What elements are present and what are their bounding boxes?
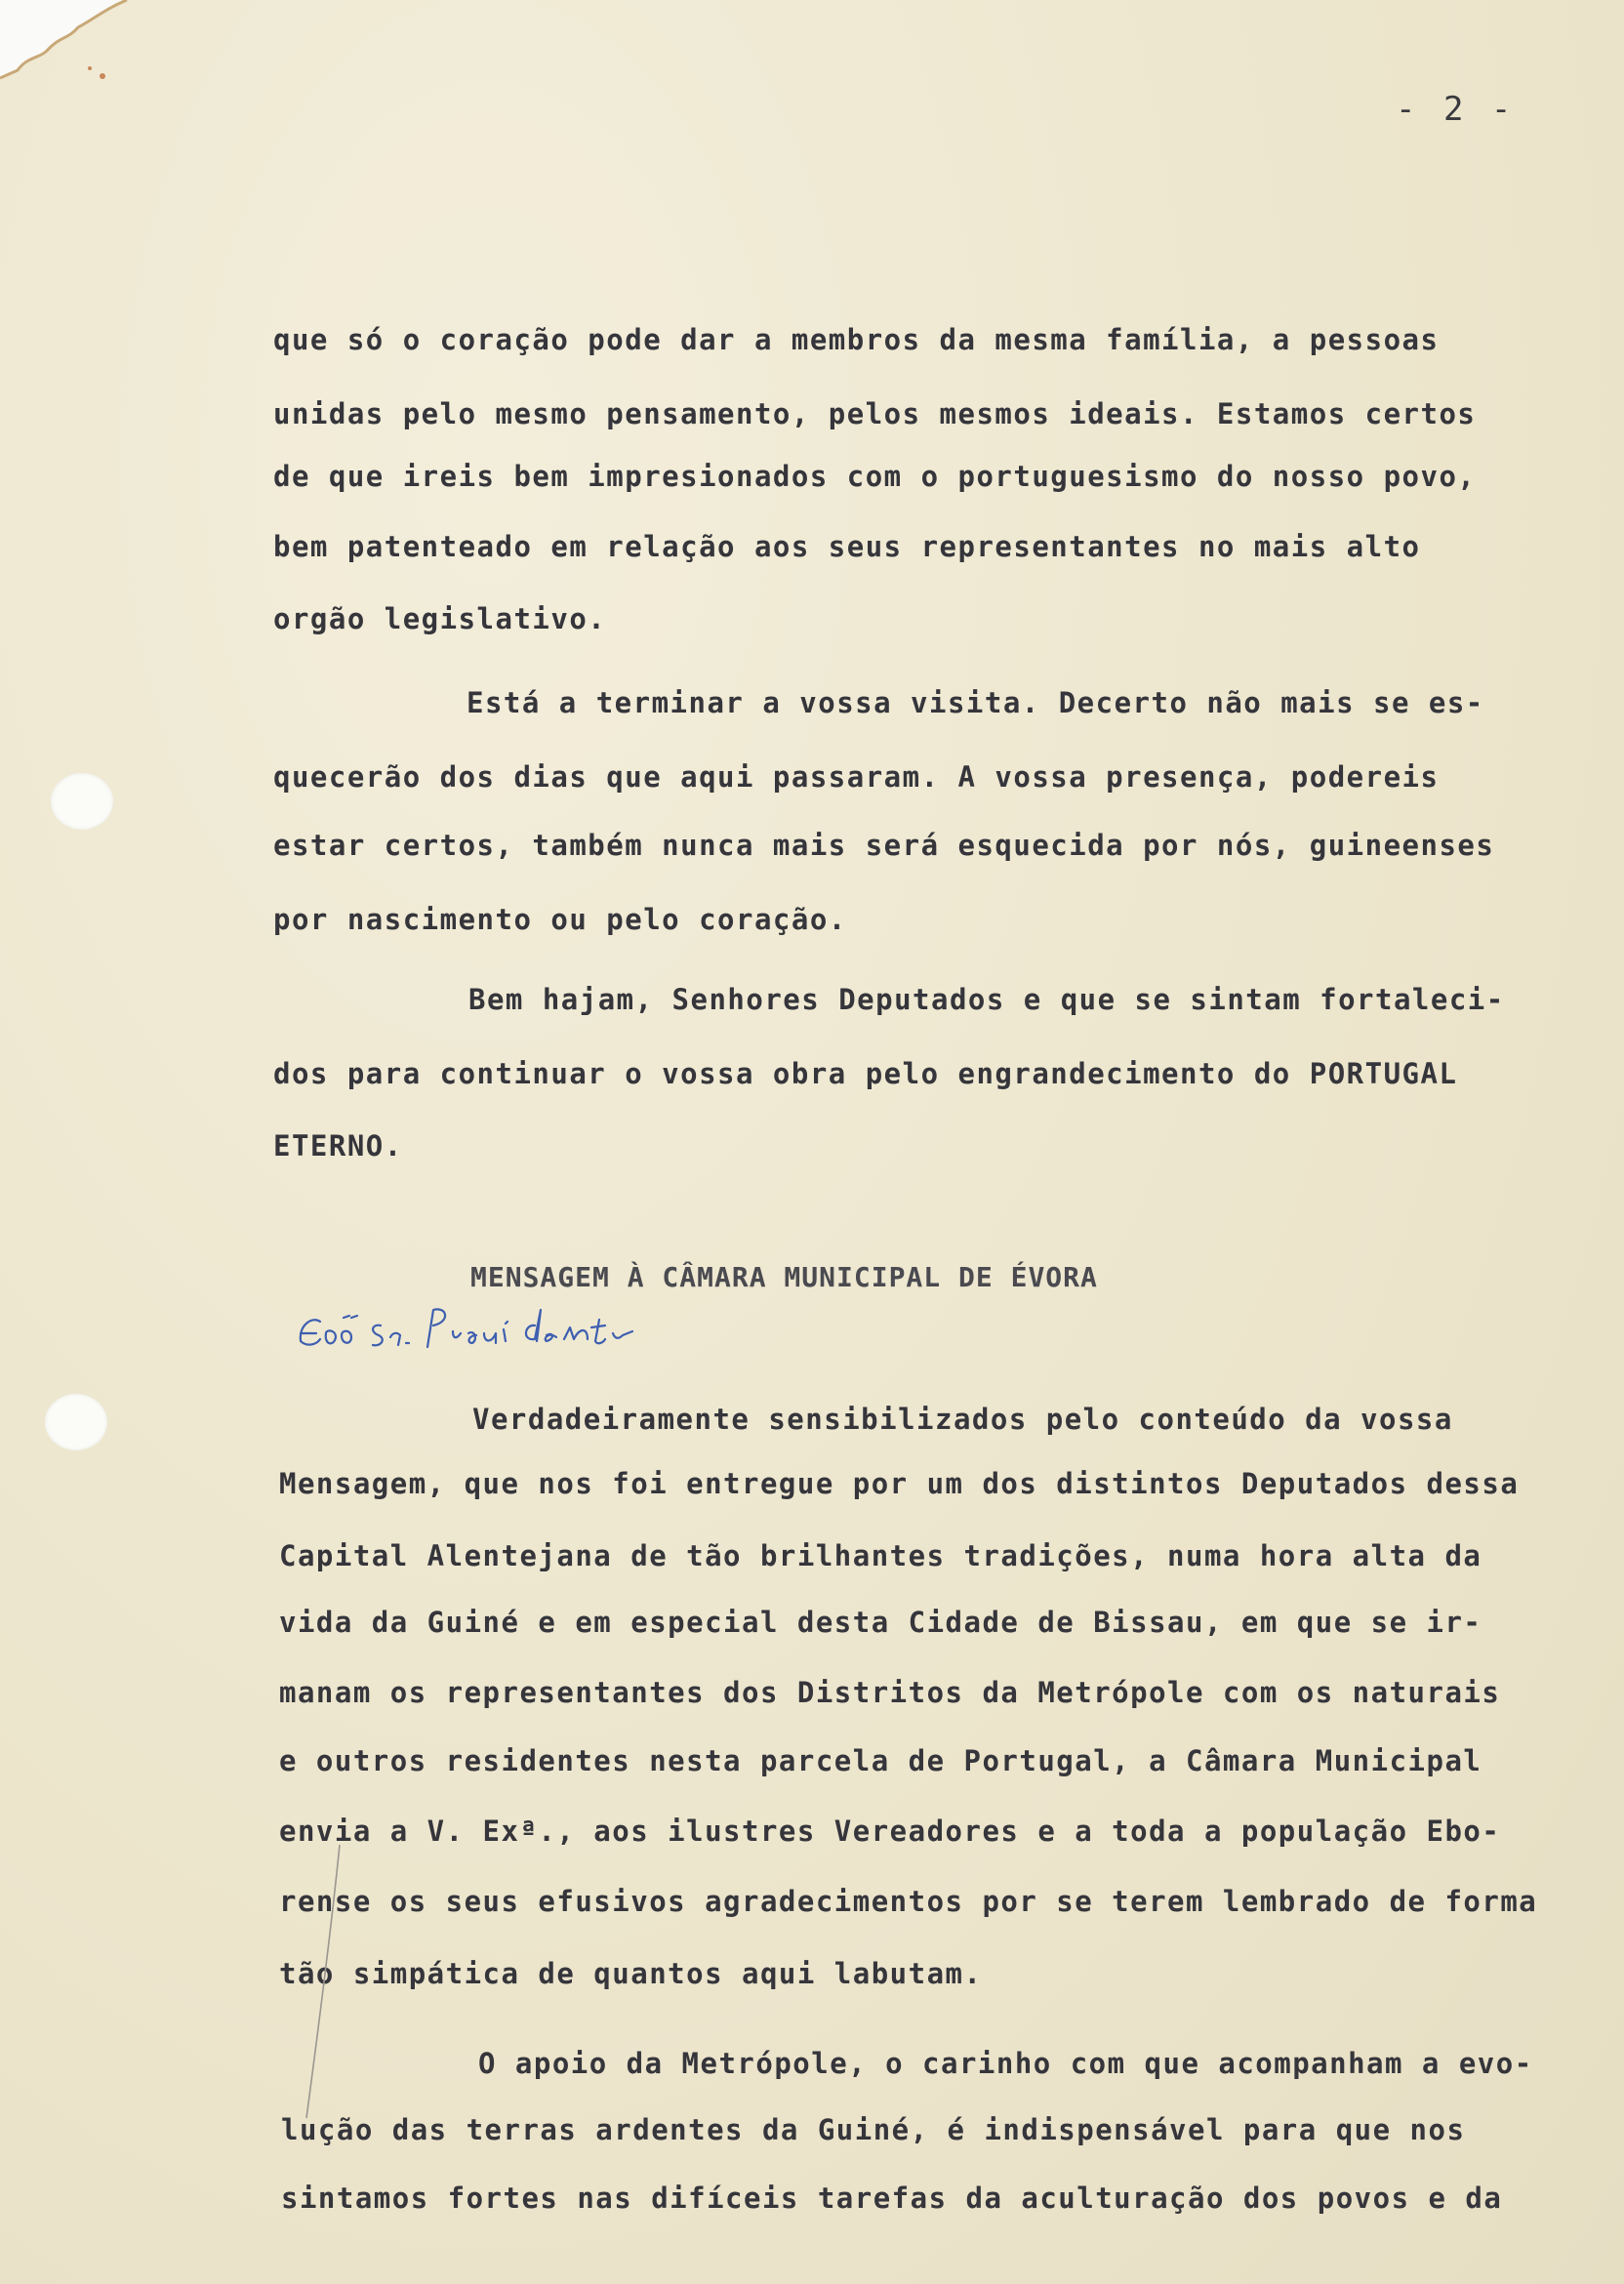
text-line: de que ireis bem impresionados com o portuguesismo do nosso povo,: [273, 460, 1477, 493]
handwritten-note: [291, 1296, 681, 1365]
pencil-mark: [293, 1835, 351, 2128]
text-line: orgão legislativo.: [273, 602, 607, 635]
text-line: O apoio da Metrópole, o carinho com que acompanham a evo-: [478, 2047, 1533, 2080]
text-line: envia a V. Exª., aos ilustres Vereadores e a toda a população Ebo-: [279, 1815, 1501, 1848]
text-line: Está a terminar a vossa visita. Decerto não mais se es-: [467, 686, 1484, 719]
text-line: sintamos fortes nas difíceis tarefas da aculturação dos povos e da: [281, 2182, 1503, 2215]
text-line: ETERNO.: [273, 1129, 403, 1162]
text-line: e outros residentes nesta parcela de Portugal, a Câmara Municipal: [279, 1744, 1482, 1777]
text-line: que só o coração pode dar a membros da mesma família, a pessoas: [273, 323, 1440, 356]
text-line: bem patenteado em relação aos seus representantes no mais alto: [273, 530, 1421, 563]
text-line: tão simpática de quantos aqui labutam.: [279, 1957, 983, 1990]
text-line: por nascimento ou pelo coração.: [273, 903, 847, 936]
text-line: manam os representantes dos Distritos da Metrópole com os naturais: [279, 1676, 1501, 1709]
text-line: Verdadeiramente sensibilizados pelo conteúdo da vossa: [472, 1403, 1453, 1436]
text-line: vida da Guiné e em especial desta Cidade de Bissau, em que se ir-: [279, 1606, 1482, 1639]
torn-corner: [0, 0, 137, 117]
text-line: rense os seus efusivos agradecimentos por se terem lembrado de forma: [279, 1885, 1538, 1918]
text-line: Mensagem, que nos foi entregue por um dos distintos Deputados dessa: [279, 1467, 1520, 1500]
text-line: Bem hajam, Senhores Deputados e que se sintam fortaleci-: [468, 983, 1505, 1016]
text-line: estar certos, também nunca mais será esquecida por nós, guineenses: [273, 829, 1495, 862]
punch-hole-bottom: [45, 1394, 107, 1450]
page-number: - 2 -: [1396, 90, 1516, 129]
text-line: lução das terras ardentes da Guiné, é indispensável para que nos: [281, 2113, 1466, 2146]
text-line: dos para continuar o vossa obra pelo engrandecimento do PORTUGAL: [273, 1057, 1458, 1090]
text-line: unidas pelo mesmo pensamento, pelos mesmos ideais. Estamos certos: [273, 397, 1477, 430]
punch-hole-top: [51, 773, 113, 830]
text-line: quecerão dos dias que aqui passaram. A vossa presença, podereis: [273, 760, 1440, 794]
section-heading: MENSAGEM À CÂMARA MUNICIPAL DE ÉVORA: [470, 1261, 1098, 1293]
text-line: Capital Alentejana de tão brilhantes tradições, numa hora alta da: [279, 1539, 1482, 1572]
